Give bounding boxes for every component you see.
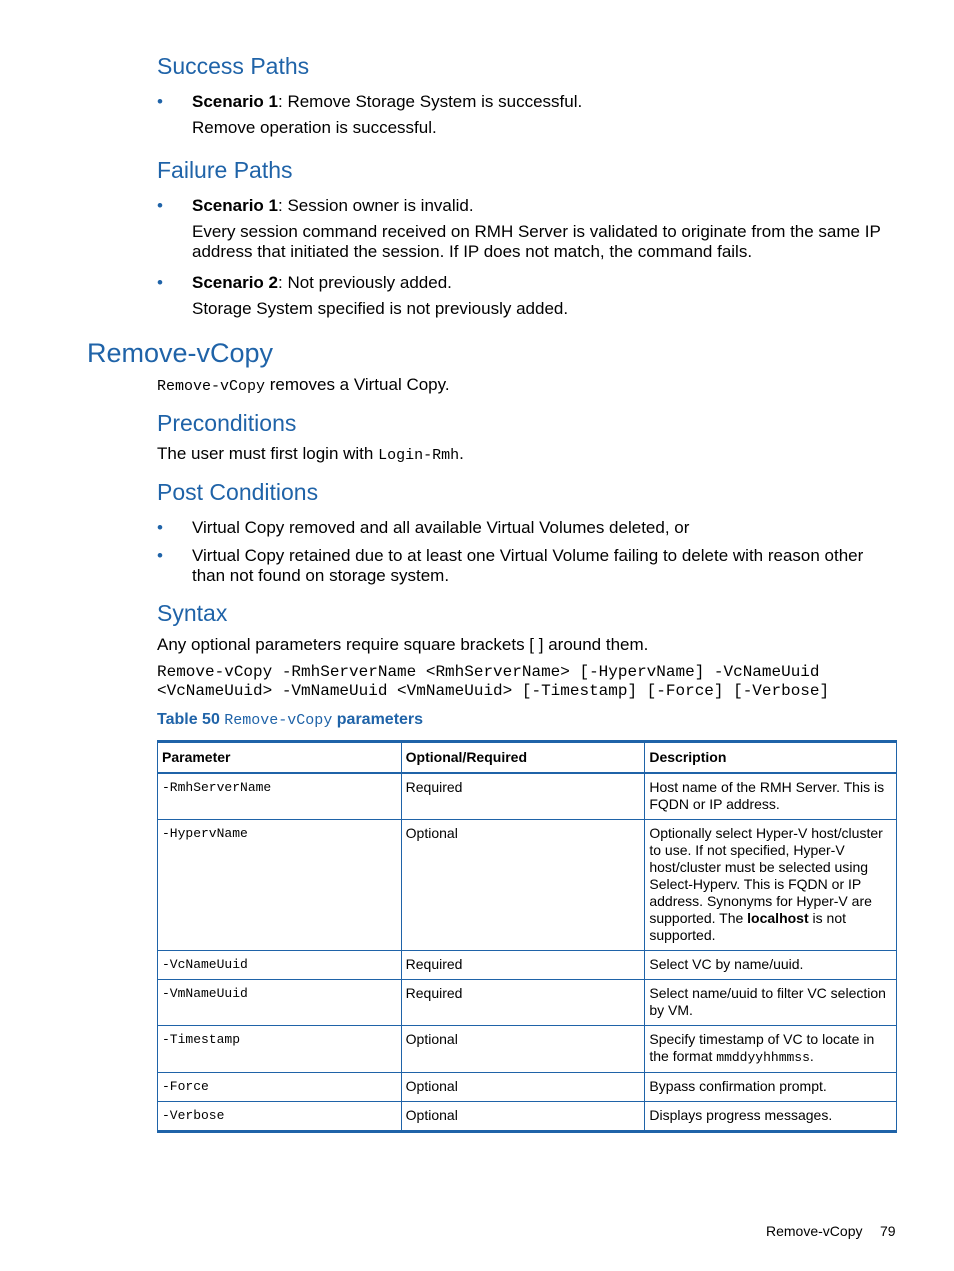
preconditions-heading: Preconditions	[157, 410, 297, 436]
table-row	[158, 1073, 897, 1102]
post-condition-item: Virtual Copy retained due to at least one Virtual Volume failing to delete with reason other than not found on storage system.	[192, 546, 864, 585]
description-cell: Select name/uuid to filter VC selection by VM.	[645, 980, 897, 1026]
syntax-code-line-2: <VcNameUuid> -VmNameUuid <VmNameUuid> [-Timestamp] [-Force] [-Verbose]	[157, 682, 830, 700]
failure-scenario-1: Scenario 1: Session owner is invalid.	[192, 196, 474, 215]
description-cell: Host name of the RMH Server. This is FQDN or IP address.	[645, 773, 897, 820]
bullet-icon: •	[157, 546, 163, 565]
description-cell: Specify timestamp of VC to locate in the format mmddyyhhmmss.	[645, 1026, 897, 1073]
description-cell: Optionally select Hyper-V host/cluster to use. If not specified, Hyper-V host/cluster must be selected using Select-Hyperv. This is FQDN or IP address. Synonyms for Hyper-V are supported. The localhost is not supported.	[645, 820, 897, 951]
description-cell: Select VC by name/uuid.	[645, 951, 897, 980]
success-scenario-1-detail: Remove operation is successful.	[192, 118, 437, 137]
parameter-cell: -VmNameUuid	[158, 980, 402, 1026]
failure-scenario-2-detail: Storage System specified is not previously added.	[192, 299, 569, 318]
section-intro: Remove-vCopy removes a Virtual Copy.	[157, 375, 450, 395]
requirement-cell: Optional	[401, 1026, 645, 1073]
table-row	[158, 820, 897, 951]
bullet-icon: •	[157, 518, 163, 537]
syntax-code-line-1: Remove-vCopy -RmhServerName <RmhServerName> [-HypervName] -VcNameUuid	[157, 663, 820, 681]
failure-scenario-2: Scenario 2: Not previously added.	[192, 273, 452, 292]
requirement-cell: Optional	[401, 1073, 645, 1102]
requirement-cell: Optional	[401, 1102, 645, 1132]
column-header: Optional/Required	[401, 742, 645, 774]
section-title: Remove-vCopy	[87, 338, 274, 368]
syntax-text: Any optional parameters require square brackets [ ] around them.	[157, 635, 649, 654]
post-condition-item: Virtual Copy removed and all available Virtual Volumes deleted, or	[192, 518, 690, 537]
parameter-cell: -Force	[158, 1073, 402, 1102]
table-caption: Table 50 Remove-vCopy parameters	[157, 711, 424, 729]
parameters-table	[157, 740, 897, 1133]
bullet-icon: •	[157, 92, 163, 111]
parameter-cell: -VcNameUuid	[158, 951, 402, 980]
table-row	[158, 773, 897, 820]
parameter-cell: -HypervName	[158, 820, 402, 951]
table-row	[158, 951, 897, 980]
syntax-heading: Syntax	[157, 600, 228, 626]
table-row	[158, 980, 897, 1026]
preconditions-text: The user must first login with Login-Rmh.	[157, 444, 464, 464]
requirement-cell: Required	[401, 951, 645, 980]
post-conditions-heading: Post Conditions	[157, 479, 319, 505]
column-header: Description	[645, 742, 897, 774]
requirement-cell: Required	[401, 773, 645, 820]
column-header: Parameter	[158, 742, 402, 774]
failure-paths-heading: Failure Paths	[157, 157, 293, 183]
requirement-cell: Optional	[401, 820, 645, 951]
parameter-cell: -Verbose	[158, 1102, 402, 1132]
success-scenario-1: Scenario 1: Remove Storage System is successful.	[192, 92, 583, 111]
requirement-cell: Required	[401, 980, 645, 1026]
table-row	[158, 1026, 897, 1073]
success-paths-heading: Success Paths	[157, 53, 310, 79]
parameter-cell: -Timestamp	[158, 1026, 402, 1073]
table-header-row	[158, 742, 897, 774]
footer-label: Remove-vCopy	[766, 1223, 863, 1239]
table-row	[158, 1102, 897, 1132]
description-cell: Displays progress messages.	[645, 1102, 897, 1132]
failure-scenario-1-detail: Every session command received on RMH Server is validated to originate from the same IP address that initiated the session. If IP does not match, the command fails.	[192, 222, 881, 261]
description-cell: Bypass confirmation prompt.	[645, 1073, 897, 1102]
bullet-icon: •	[157, 196, 163, 215]
parameter-cell: -RmhServerName	[158, 773, 402, 820]
bullet-icon: •	[157, 273, 163, 292]
page-number: 79	[880, 1223, 896, 1239]
